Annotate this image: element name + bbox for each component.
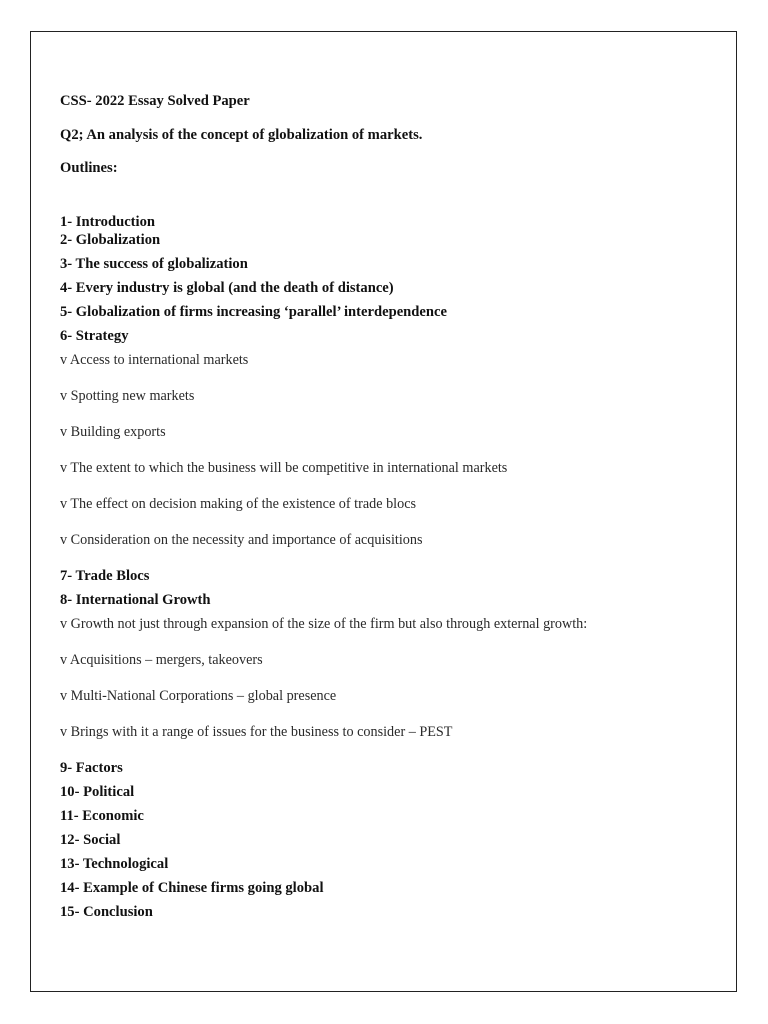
- growth-point: v Multi-National Corporations – global presence: [60, 688, 337, 704]
- strategy-point: v Consideration on the necessity and importance of acquisitions: [60, 532, 423, 548]
- outline-item-social: 12- Social: [60, 832, 121, 848]
- outline-item-international-growth: 8- International Growth: [60, 592, 211, 608]
- outline-item-chinese-firms: 14- Example of Chinese firms going global: [60, 880, 324, 896]
- outline-item-every-industry: 4- Every industry is global (and the death of distance): [60, 280, 394, 296]
- paper-title: CSS- 2022 Essay Solved Paper: [60, 93, 250, 109]
- outline-item-technological: 13- Technological: [60, 856, 169, 872]
- strategy-point: v The effect on decision making of the existence of trade blocs: [60, 496, 417, 512]
- outline-item-trade-blocs: 7- Trade Blocs: [60, 568, 150, 584]
- outline-item-parallel-interdependence: 5- Globalization of firms increasing ‘parallel’ interdependence: [60, 304, 447, 320]
- outline-item-strategy: 6- Strategy: [60, 328, 129, 344]
- strategy-point: v Spotting new markets: [60, 388, 195, 404]
- outline-item-conclusion: 15- Conclusion: [60, 904, 153, 920]
- question-heading: Q2; An analysis of the concept of globalization of markets.: [60, 127, 423, 143]
- growth-point: v Growth not just through expansion of the size of the firm but also through external growth:: [60, 616, 588, 632]
- outline-item-economic: 11- Economic: [60, 808, 144, 824]
- outline-item-political: 10- Political: [60, 784, 135, 800]
- growth-point: v Acquisitions – mergers, takeovers: [60, 652, 263, 668]
- outline-item-success: 3- The success of globalization: [60, 256, 248, 272]
- growth-point: v Brings with it a range of issues for the business to consider – PEST: [60, 724, 453, 740]
- outlines-label: Outlines:: [60, 160, 118, 176]
- strategy-point: v Building exports: [60, 424, 166, 440]
- outline-item-introduction: 1- Introduction: [60, 214, 156, 230]
- strategy-point: v Access to international markets: [60, 352, 249, 368]
- strategy-point: v The extent to which the business will be competitive in international markets: [60, 460, 508, 476]
- outline-item-globalization: 2- Globalization: [60, 232, 161, 248]
- outline-item-factors: 9- Factors: [60, 760, 123, 776]
